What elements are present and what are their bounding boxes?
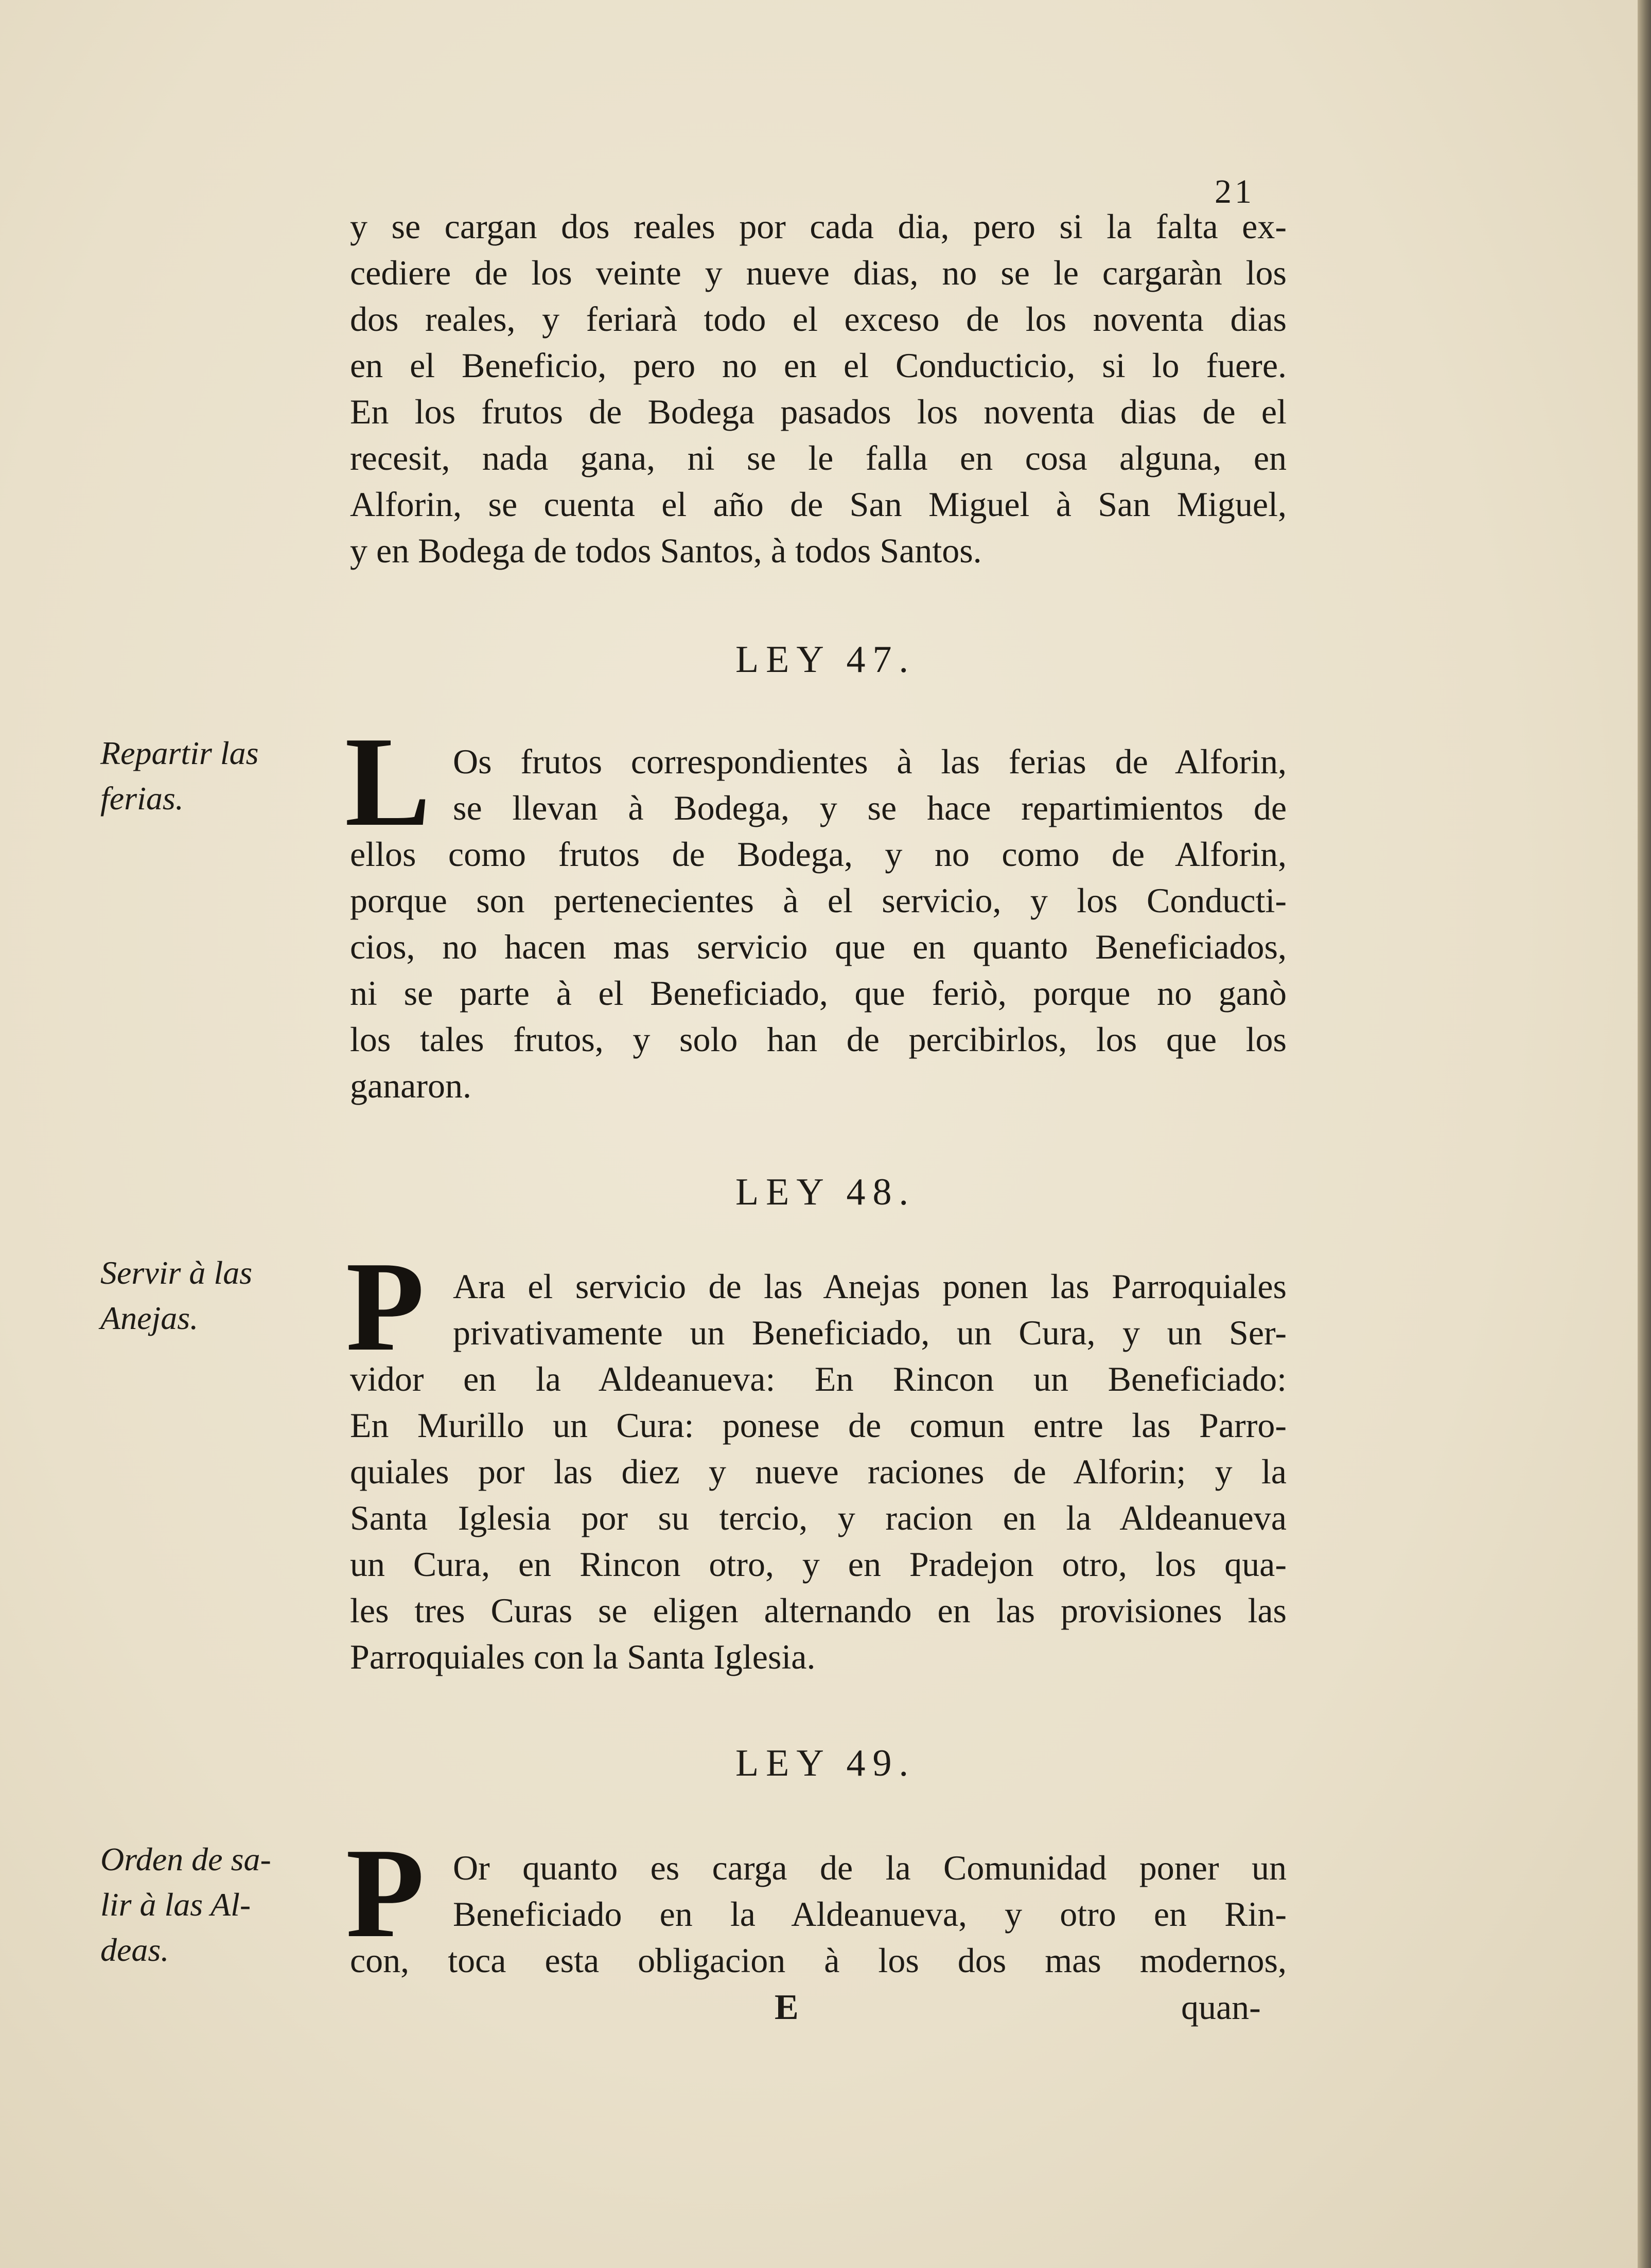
text-line: Parroquiales con la Santa Iglesia. <box>350 1637 816 1676</box>
drop-cap: P <box>346 1822 425 1964</box>
text-line: en el Beneficio, pero no en el Conducticio, si lo fuere. <box>350 346 1287 385</box>
text-line: Santa Iglesia por su tercio, y racion en la Aldeanueva <box>350 1498 1287 1537</box>
text-line: Os frutos correspondientes à las ferias de Alforin, <box>453 742 1287 781</box>
text-line: y se cargan dos reales por cada dia, pero si la falta ex- <box>350 207 1287 246</box>
text-line: ellos como frutos de Bodega, y no como de Alforin, <box>350 835 1287 874</box>
catchword: quan- <box>1181 1988 1261 2027</box>
text-line: ganaron. <box>350 1066 472 1105</box>
page-edge-shadow <box>1638 0 1651 2268</box>
text-line: y en Bodega de todos Santos, à todos Santos. <box>350 531 982 570</box>
margin-note: Orden de sa- lir à las Al- deas. <box>100 1841 271 1968</box>
text-line: Beneficiado en la Aldeanueva, y otro en Rin- <box>453 1894 1287 1934</box>
section-heading: LEY 48. <box>735 1171 916 1213</box>
text-line: cios, no hacen mas servicio que en quanto Beneficiados, <box>350 927 1287 966</box>
text-line: privativamente un Beneficiado, un Cura, y un Ser- <box>453 1313 1287 1352</box>
drop-cap: L <box>345 711 431 853</box>
drop-cap: P <box>346 1235 425 1378</box>
text-line: quiales por las diez y nueve raciones de Alforin; y la <box>350 1452 1287 1491</box>
signature-mark: E <box>775 1988 799 2027</box>
margin-note: Servir à las Anejas. <box>100 1254 253 1336</box>
page-number: 21 <box>1215 173 1255 210</box>
section-heading: LEY 47. <box>735 639 916 681</box>
text-line: Or quanto es carga de la Comunidad poner un <box>453 1848 1287 1887</box>
text-line: cediere de los veinte y nueve dias, no se le cargaràn los <box>350 253 1287 292</box>
text-line: porque son pertenecientes à el servicio, y los Conducti- <box>350 881 1287 920</box>
text-line: con, toca esta obligacion à los dos mas modernos, <box>350 1941 1287 1980</box>
text-line: Alforin, se cuenta el año de San Miguel à San Miguel, <box>350 485 1287 524</box>
text-line: un Cura, en Rincon otro, y en Pradejon otro, los qua- <box>350 1545 1287 1584</box>
text-line: ni se parte à el Beneficiado, que feriò, porque no ganò <box>350 973 1287 1013</box>
text-line: En los frutos de Bodega pasados los noventa dias de el <box>350 392 1287 431</box>
text-line: los tales frutos, y solo han de percibirlos, los que los <box>350 1020 1287 1059</box>
text-line: les tres Curas se eligen alternando en las provisiones las <box>350 1591 1287 1630</box>
margin-note: Repartir las ferias. <box>100 735 259 817</box>
text-line: se llevan à Bodega, y se hace repartimientos de <box>453 788 1287 827</box>
text-line: dos reales, y feriarà todo el exceso de los noventa dias <box>350 299 1287 339</box>
text-line: vidor en la Aldeanueva: En Rincon un Beneficiado: <box>350 1359 1287 1398</box>
text-line: recesit, nada gana, ni se le falla en cosa alguna, en <box>350 438 1287 477</box>
section-heading: LEY 49. <box>735 1742 916 1784</box>
text-line: Ara el servicio de las Anejas ponen las Parroquiales <box>453 1267 1287 1306</box>
text-line: En Murillo un Cura: ponese de comun entre las Parro- <box>350 1406 1287 1445</box>
